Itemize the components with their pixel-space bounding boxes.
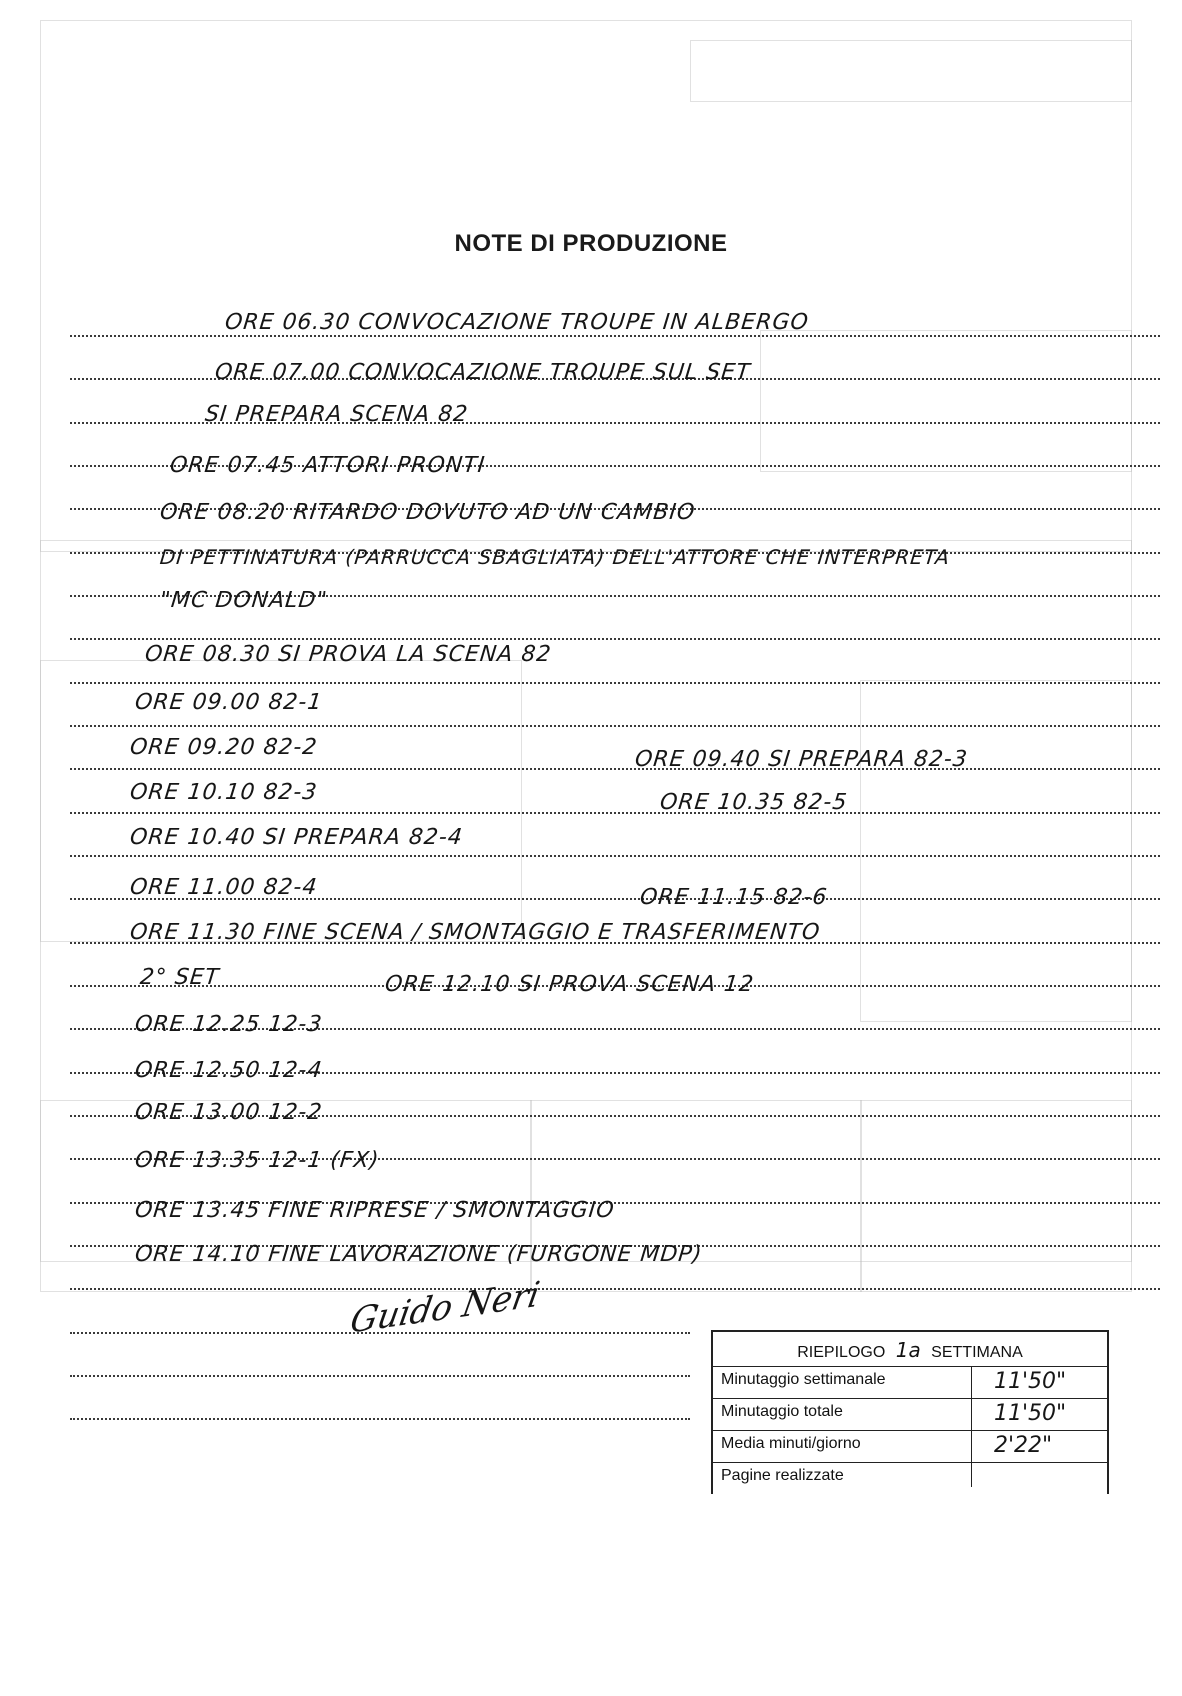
note-line: ORE 07.00 CONVOCAZIONE TROUPE SUL SET bbox=[213, 360, 752, 385]
note-line: ORE 14.10 FINE LAVORAZIONE (FURGONE MDP) bbox=[133, 1242, 704, 1267]
note-line: ORE 08.20 RITARDO DOVUTO AD UN CAMBIO bbox=[158, 500, 697, 525]
summary-row bbox=[713, 1367, 1107, 1399]
note-line: ORE 11.15 82-6 bbox=[638, 885, 829, 910]
summary-value-cell bbox=[971, 1399, 1104, 1430]
summary-value: 2'22" bbox=[994, 1433, 1053, 1458]
note-line: ORE 07.45 ATTORI PRONTI bbox=[168, 453, 487, 478]
summary-label: Minutaggio settimanale bbox=[721, 1371, 886, 1388]
note-line: ORE 13.45 FINE RIPRESE / SMONTAGGIO bbox=[133, 1198, 616, 1223]
note-line: ORE 08.30 SI PROVA LA SCENA 82 bbox=[143, 642, 553, 667]
summary-value-cell bbox=[971, 1431, 1104, 1462]
note-line: ORE 12.10 SI PROVA SCENA 12 bbox=[383, 972, 756, 997]
note-line: ORE 09.40 SI PREPARA 82-3 bbox=[633, 747, 970, 772]
signature: Guido Neri bbox=[347, 1274, 543, 1342]
note-line: ORE 06.30 CONVOCAZIONE TROUPE IN ALBERGO bbox=[223, 310, 811, 335]
summary-value: 11'50" bbox=[994, 1401, 1067, 1426]
note-line: ORE 13.00 12-2 bbox=[133, 1100, 324, 1125]
note-line: 2° SET bbox=[138, 965, 221, 990]
note-line: ORE 13.35 12-1 (FX) bbox=[133, 1148, 381, 1173]
summary-heading-suffix: SETTIMANA bbox=[931, 1344, 1023, 1361]
note-line: ORE 10.35 82-5 bbox=[658, 790, 849, 815]
note-line: ORE 11.30 FINE SCENA / SMONTAGGIO E TRASFERIMENTO bbox=[128, 920, 822, 945]
note-line: DI PETTINATURA (PARRUCCA SBAGLIATA) DELL'ATTORE CHE INTERPRETA bbox=[158, 545, 952, 569]
note-line: SI PREPARA SCENA 82 bbox=[203, 402, 470, 427]
summary-heading bbox=[713, 1332, 1107, 1367]
summary-value: 11'50" bbox=[994, 1369, 1067, 1394]
note-line: ORE 12.25 12-3 bbox=[133, 1012, 324, 1037]
summary-row bbox=[713, 1463, 1107, 1487]
summary-row bbox=[713, 1431, 1107, 1463]
summary-heading-label: RIEPILOGO bbox=[797, 1344, 886, 1361]
summary-label: Pagine realizzate bbox=[721, 1467, 844, 1484]
weekly-summary-table bbox=[711, 1330, 1109, 1494]
note-line: ORE 09.00 82-1 bbox=[133, 690, 324, 715]
summary-row bbox=[713, 1399, 1107, 1431]
note-line: ORE 12.50 12-4 bbox=[133, 1058, 324, 1083]
page-title: NOTE DI PRODUZIONE bbox=[454, 230, 728, 257]
summary-value-cell bbox=[971, 1463, 1104, 1487]
summary-label: Minutaggio totale bbox=[721, 1403, 843, 1420]
summary-week-number: 1a bbox=[895, 1338, 921, 1362]
note-line: ORE 09.20 82-2 bbox=[128, 735, 319, 760]
note-line: "MC DONALD" bbox=[158, 588, 329, 613]
note-line: ORE 10.40 SI PREPARA 82-4 bbox=[128, 825, 465, 850]
note-line: ORE 11.00 82-4 bbox=[128, 875, 319, 900]
note-line: ORE 10.10 82-3 bbox=[128, 780, 319, 805]
summary-value-cell bbox=[971, 1367, 1104, 1398]
summary-label: Media minuti/giorno bbox=[721, 1435, 861, 1452]
